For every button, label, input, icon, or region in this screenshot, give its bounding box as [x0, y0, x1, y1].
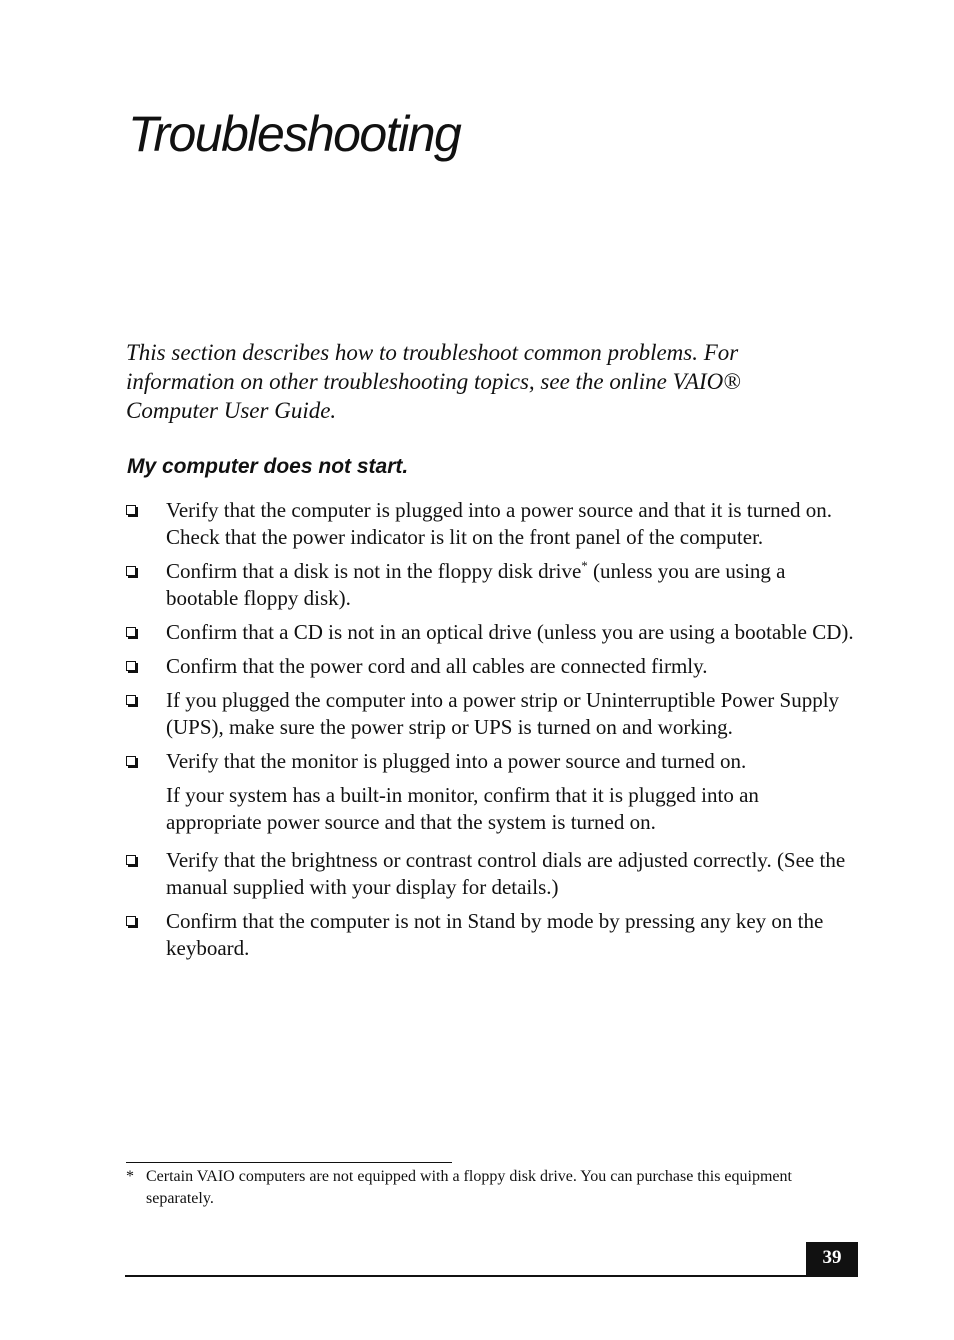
checklist-item-text: Verify that the monitor is plugged into a power source and turned on.	[166, 749, 747, 773]
checklist-item	[126, 908, 858, 962]
page-number: 39	[806, 1242, 858, 1276]
checkbox-icon	[126, 855, 136, 865]
checklist-item-text: Verify that the brightness or contrast control dials are adjusted correctly. (See the manual supplied with your display for details.)	[166, 848, 846, 899]
checklist-item-text	[166, 559, 786, 610]
checklist-item-text: If you plugged the computer into a power strip or Uninterruptible Power Supply (UPS), make sure the power strip or UPS is turned on and working.	[166, 688, 840, 739]
checkbox-icon	[126, 566, 136, 576]
checklist-item	[126, 558, 858, 612]
footnote-divider	[126, 1162, 452, 1163]
checklist-item-text-end: (unless you are using a bootable floppy disk).	[166, 559, 786, 610]
checkbox-icon	[126, 505, 136, 515]
footnote-marker: *	[126, 1168, 134, 1185]
checkbox-icon	[126, 627, 136, 637]
checkbox-icon	[126, 695, 136, 705]
footnote	[126, 1166, 826, 1210]
checklist-item	[126, 619, 858, 646]
checklist	[126, 497, 858, 969]
checklist-item	[126, 497, 858, 551]
checklist-item-text-start: Confirm that a disk is not in the floppy disk drive	[166, 559, 582, 583]
checkbox-icon	[126, 756, 136, 766]
checklist-item	[126, 748, 858, 836]
checkbox-icon	[126, 661, 136, 671]
checklist-item-text: Confirm that the power cord and all cables are connected firmly.	[166, 654, 708, 678]
bottom-rule	[125, 1275, 858, 1277]
footnote-reference: *	[581, 558, 588, 573]
checklist-item-text: Verify that the computer is plugged into a power source and that it is turned on. Check that the power indicator is lit on the front panel of the computer.	[166, 498, 833, 549]
intro-paragraph: This section describes how to troubleshoot common problems. For information on other troubleshooting topics, see the online VAIO® Computer User Guide.	[126, 340, 741, 423]
checklist-item-text: Confirm that the computer is not in Stand by mode by pressing any key on the keyboard.	[166, 909, 824, 960]
checklist-item	[126, 847, 858, 901]
page-title: Troubleshooting	[128, 106, 461, 162]
checklist-item-text: Confirm that a CD is not in an optical drive (unless you are using a bootable CD).	[166, 620, 854, 644]
section-heading: My computer does not start.	[127, 455, 409, 478]
checklist-item	[126, 653, 858, 680]
checkbox-icon	[126, 916, 136, 926]
checklist-item	[126, 687, 858, 741]
footnote-text: Certain VAIO computers are not equipped with a floppy disk drive. You can purchase this equipment separately.	[146, 1168, 792, 1207]
checklist-item-note: If your system has a built-in monitor, confirm that it is plugged into an appropriate power source and that the system is turned on.	[166, 783, 759, 834]
